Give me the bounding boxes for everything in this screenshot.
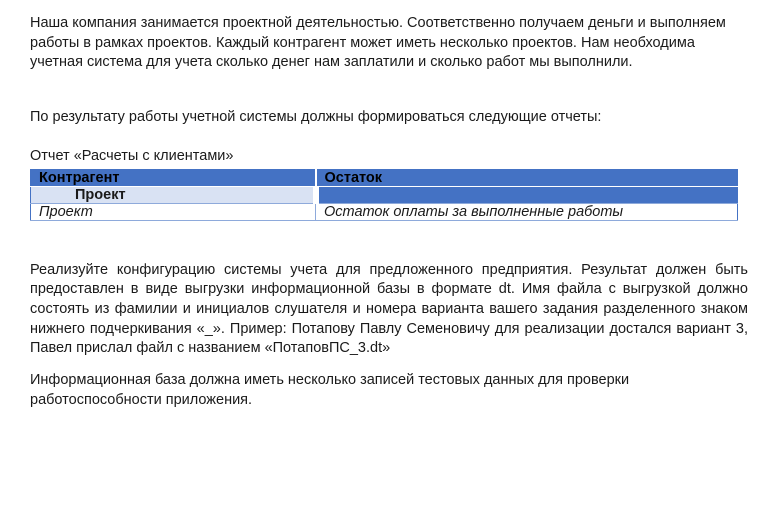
subheader-cell-empty — [316, 186, 738, 203]
table-row — [31, 203, 738, 220]
reports-intro-paragraph: По результату работы учетной системы должны формироваться следующие отчеты: — [30, 109, 602, 126]
subheader-cell-project: Проект — [31, 186, 316, 203]
data-cell-balance: Остаток оплаты за выполненные работы — [316, 203, 738, 220]
header-cell-kontragent: Контрагент — [31, 169, 316, 186]
test-data-paragraph: Информационная база должна иметь несколько записей тестовых данных для проверки работоспособности приложения. — [30, 372, 630, 408]
clients-settlement-table — [30, 169, 738, 221]
table-subheader-row — [31, 186, 738, 203]
header-cell-ostatok: Остаток — [316, 169, 738, 186]
table-header-row — [31, 169, 738, 186]
data-cell-project: Проект — [31, 203, 316, 220]
intro-paragraph: Наша компания занимается проектной деятельностью. Соответственно получаем деньги и выполняем работы в рамках проектов. Каждый контрагент может иметь несколько проектов. Нам необходима учетная система для учета сколько денег нам заплатили и сколько работ мы выполнили. — [30, 15, 726, 71]
report-title: Отчет «Расчеты с клиентами» — [30, 147, 234, 164]
implementation-paragraph: Реализуйте конфигурацию системы учета для предложенного предприятия. Результат должен быть предоставлен в виде выгрузки информационной базы в формате dt. Имя файла с выгрузкой должно состоять из фамилии и инициалов слушателя и номера варианта вашего задания разделенного знаком нижнего подчеркивания «_». Пример: Потапову Павлу Семеновичу для реализации достался вариант 3, Павел прислал файл с названием «ПотаповПС_3.dt» — [30, 261, 748, 357]
